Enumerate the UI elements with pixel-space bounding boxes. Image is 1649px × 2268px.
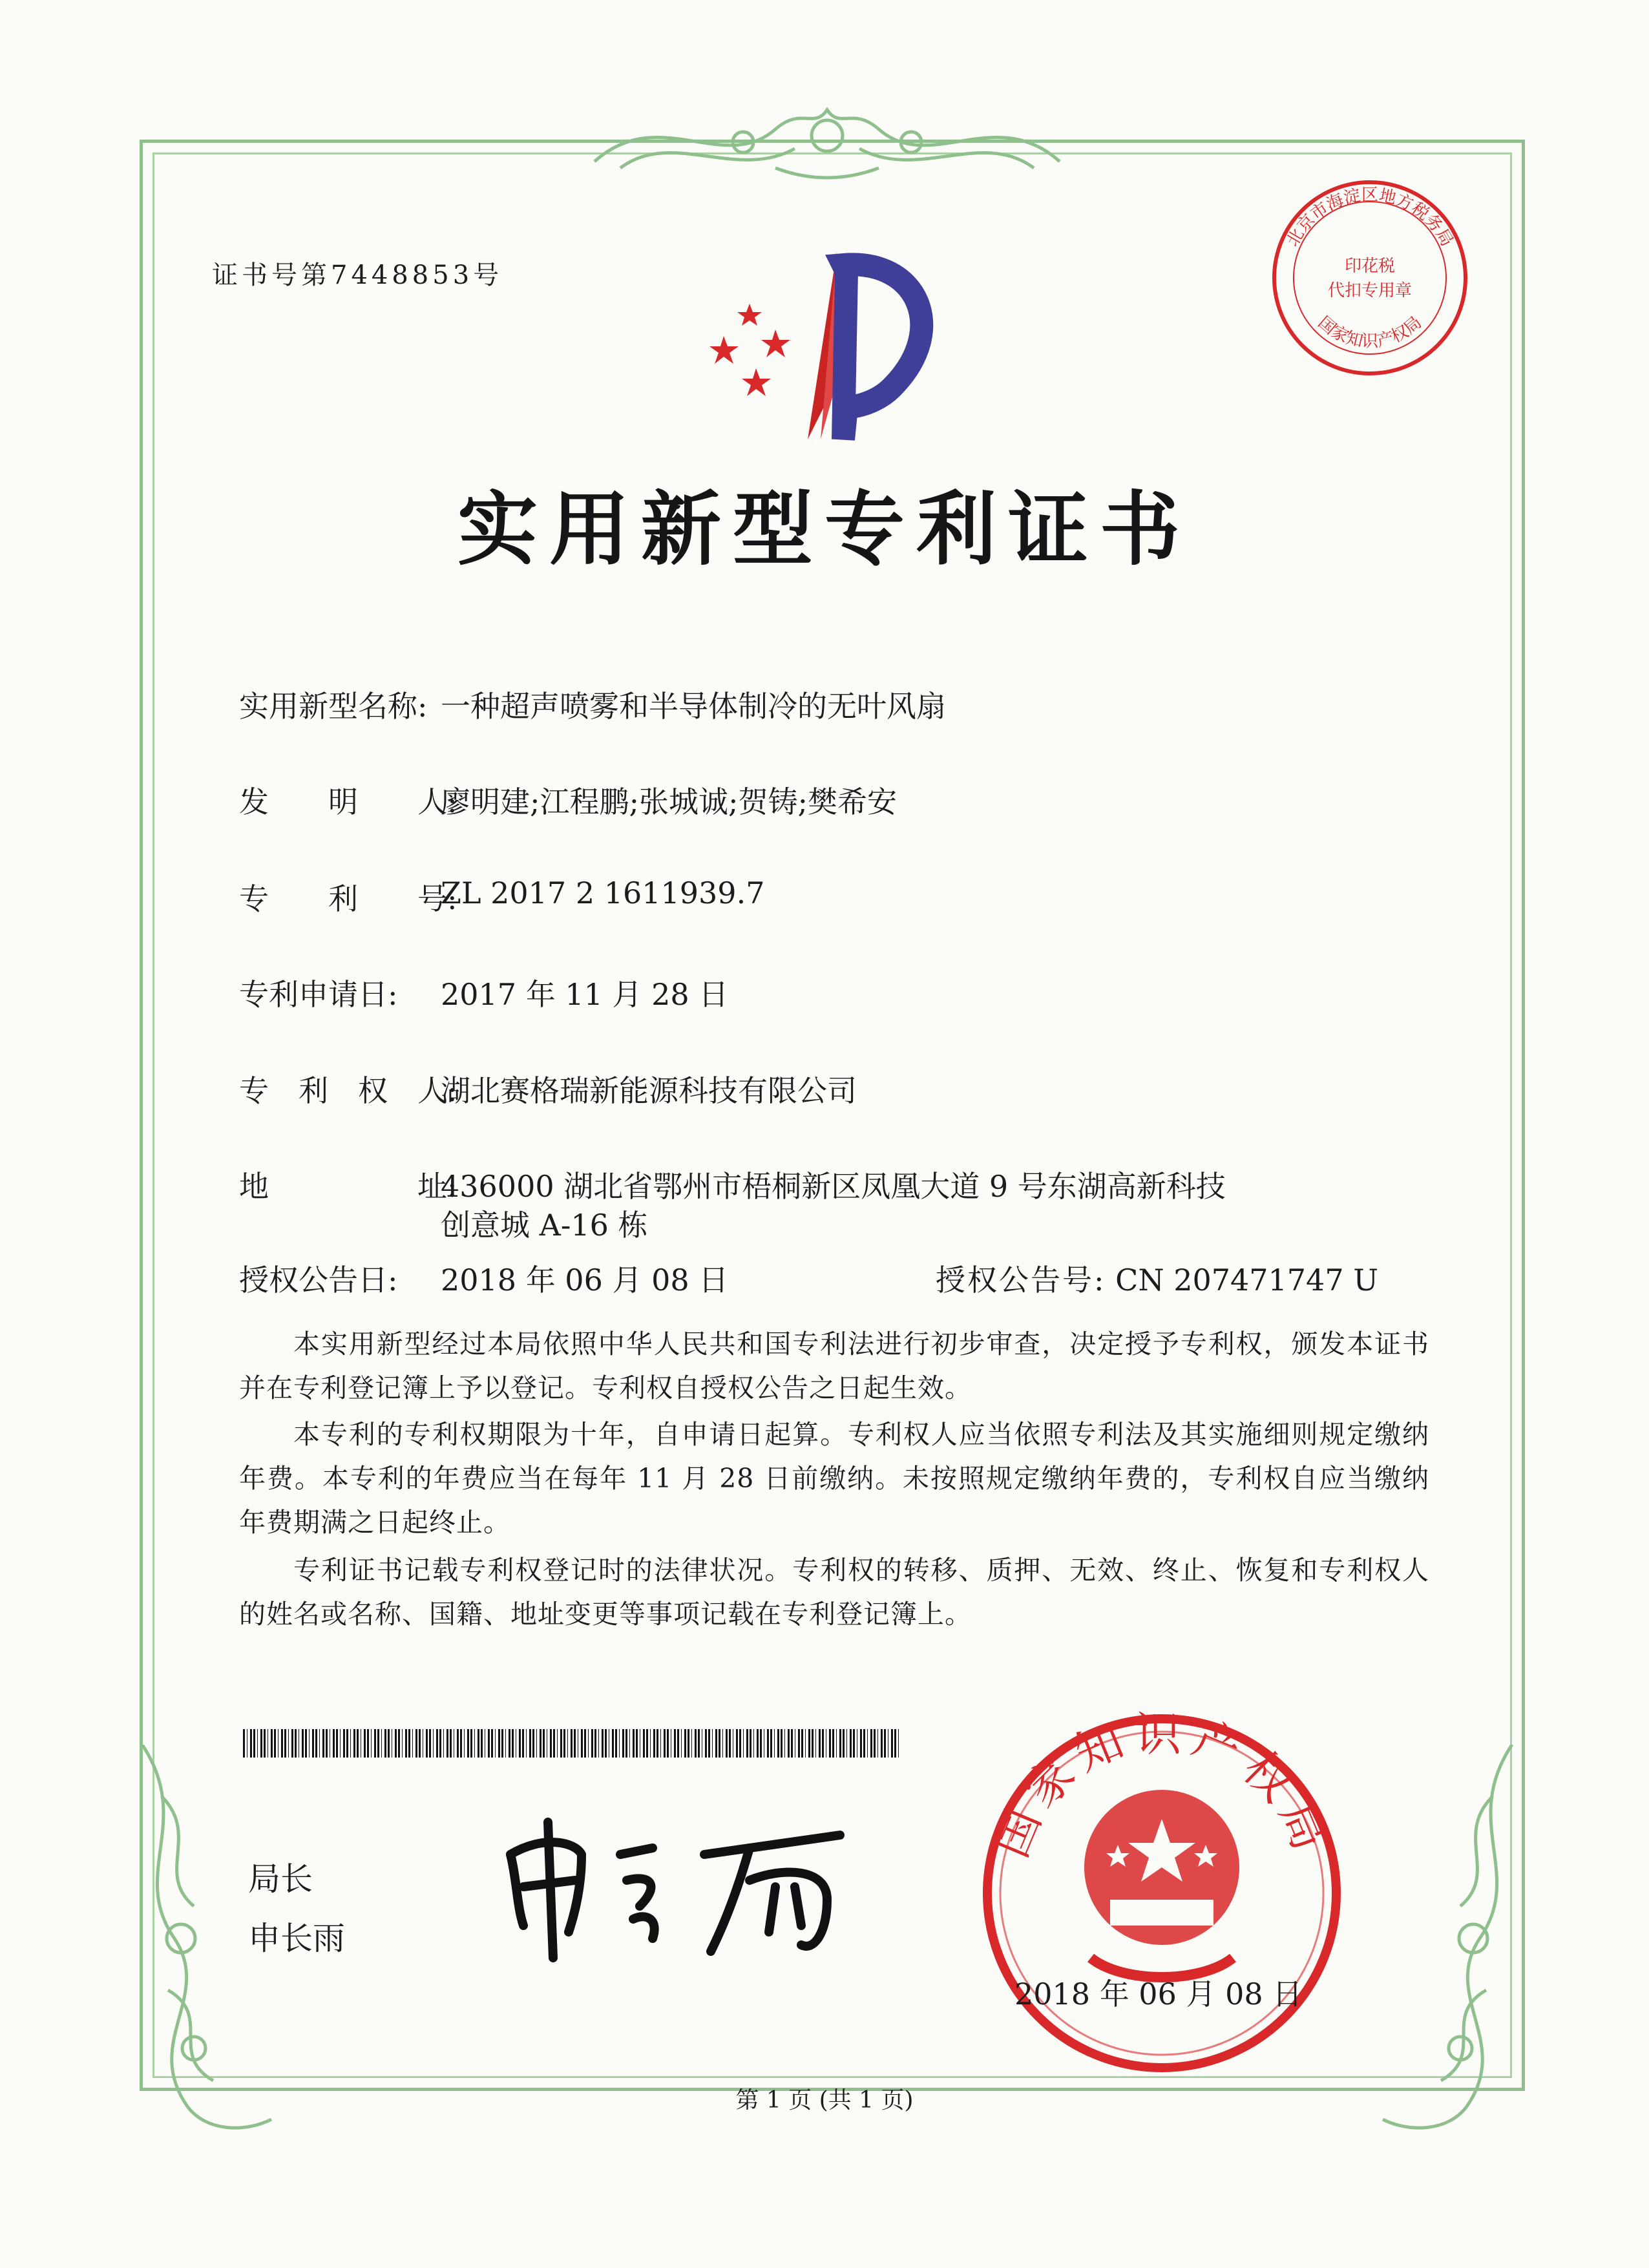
certificate-number: 证书号第7448853号 [212,260,503,290]
svg-text:代扣专用章: 代扣专用章 [1327,281,1413,300]
barcode [243,1729,901,1758]
inventor-value: 廖明建;江程鹏;张城诚;贺铸;樊希安 [441,784,897,819]
patentee-label: 专 利 权 人: [239,1073,457,1108]
model-name-label: 实用新型名称: [239,689,428,724]
address-value-line1: 436000 湖北省鄂州市梧桐新区凤凰大道 9 号东湖高新科技 [441,1169,1226,1204]
field-announce-no [936,1257,1378,1299]
announce-date-value: 2018 年 06 月 08 日 [441,1263,729,1297]
seal-date: 2018 年 06 月 08 日 [1014,1977,1303,2011]
director-name: 申长雨 [248,1920,345,1957]
address-label: 地 址: [239,1169,457,1204]
paragraph-3: 专利证书记载专利权登记时的法律状况。专利权的转移、质押、无效、终止、恢复和专利权人的姓名或名称、国籍、地址变更等事项记载在专利登记簿上。 [239,1555,1429,1630]
paragraph-1: 本实用新型经过本局依照中华人民共和国专利法进行初步审查，决定授予专利权，颁发本证书并在专利登记簿上予以登记。专利权自授权公告之日起生效。 [239,1328,1429,1403]
address-value-line2: 创意城 A-16 栋 [441,1208,648,1243]
svg-text:印花税: 印花税 [1344,257,1396,276]
official-seal [974,1706,1349,2081]
announce-no-value: CN 207471747 U [1115,1263,1378,1297]
seal-text: 国家知识产权局 [983,1706,1341,1865]
tax-stamp [1266,174,1473,381]
field-inventor [239,779,897,821]
field-filing-date [239,971,728,1014]
certificate-title: 实用新型专利证书 [457,483,1192,576]
paragraph-2: 本专利的专利权期限为十年，自申请日起算。专利权人应当依照专利法及其实施细则规定缴纳年费。本专利的年费应当在每年 11 月 28 日前缴纳。未按照规定缴纳年费的，专利权自应当缴纳年费期满之日起终止。 [239,1419,1429,1538]
field-address [239,1163,1226,1206]
director-title: 局长 [248,1860,313,1898]
director-signature [491,1809,853,1964]
patentee-value: 湖北赛格瑞新能源科技有限公司 [441,1073,857,1108]
model-name-value: 一种超声喷雾和半导体制冷的无叶风扇 [441,689,946,724]
field-model-name [239,683,946,726]
inventor-label: 发 明 人: [239,784,457,819]
filing-date-label: 专利申请日: [239,977,398,1012]
cnipa-logo [698,246,969,452]
svg-text:国家知识产权局: 国家知识产权局 [1314,313,1426,352]
announce-date-label: 授权公告日: [239,1263,398,1297]
page-number: 第 1 页 (共 1 页) [735,2087,914,2114]
field-patentee [239,1067,857,1110]
announce-no-label: 授权公告号: [936,1263,1106,1297]
svg-text:北京市海淀区地方税务局: 北京市海淀区地方税务局 [1283,185,1457,250]
patent-no-label: 专 利 号: [239,881,457,916]
field-announce-date [239,1257,728,1299]
top-ornament [582,90,1073,187]
patent-no-value: ZL 2017 2 1611939.7 [441,876,765,910]
field-patent-no [239,876,764,918]
filing-date-value: 2017 年 11 月 28 日 [441,977,729,1012]
